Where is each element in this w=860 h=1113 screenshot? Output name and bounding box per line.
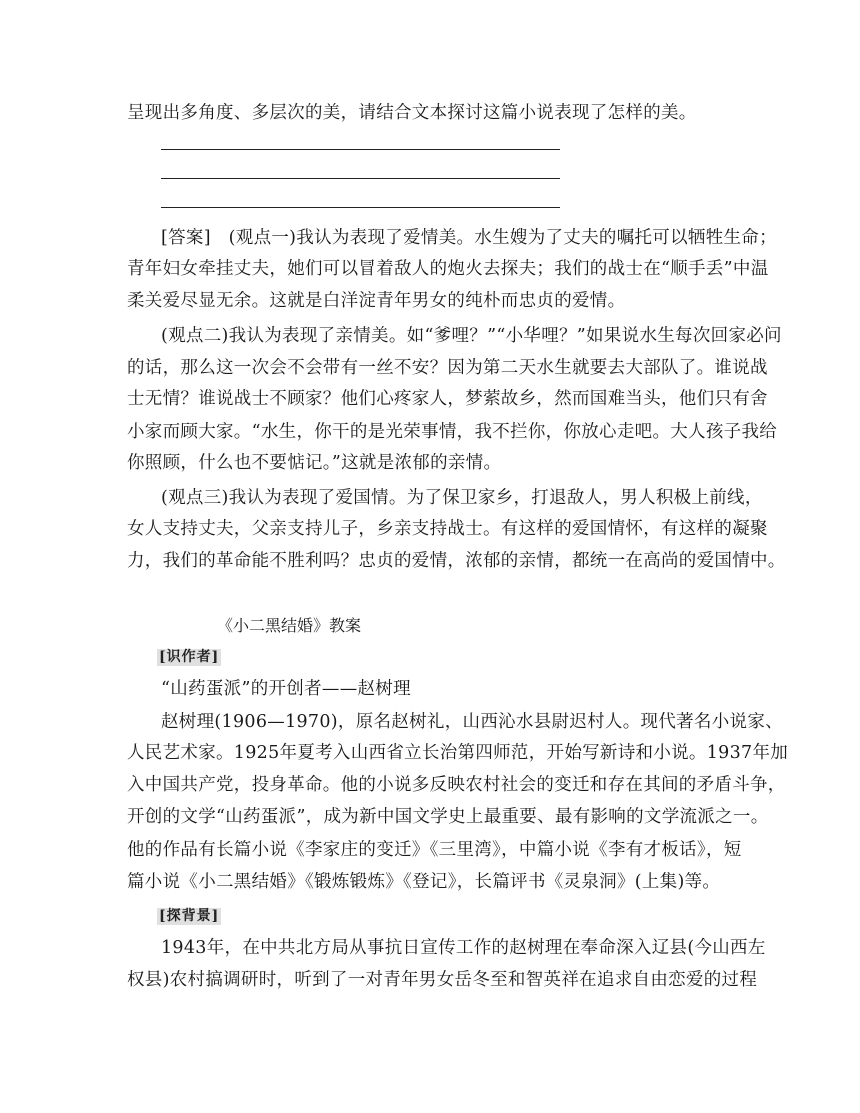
- answer-blank-line-2: [161, 178, 560, 179]
- answer-p2-line-2: 的话，那么这一次会不会带有一丝不安？因为第二天水生就要去大部队了。谁说战: [127, 358, 768, 378]
- answer-p1-line-2: 青年妇女牵挂丈夫，她们可以冒着敌人的炮火去探夫；我们的战士在“顺手丢”中温: [127, 259, 769, 279]
- author-para-line-4: 开创的文学“山药蛋派”，成为新中国文学史上最重要、最有影响的文学流派之一。: [127, 807, 769, 827]
- answer-p2-line-4: 小家而顾大家。“水生，你干的是光荣事情，我不拦你，你放心走吧。大人孩子我给: [127, 422, 778, 442]
- section-title: 《小二黑结婚》教案: [217, 616, 362, 635]
- author-para-line-1: 赵树理(1906—1970)，原名赵树礼，山西沁水县尉迟村人。现代著名小说家、: [161, 712, 783, 732]
- background-para-line-2: 权县)农村搞调研时，听到了一对青年男女岳冬至和智英祥在追求自由恋爱的过程: [127, 970, 758, 990]
- author-para-line-2: 人民艺术家。1925年夏考入山西省立长治第四师范，开始写新诗和小说。1937年加: [127, 743, 789, 763]
- answer-p2-line-3: 士无情？谁说战士不顾家？他们心疼家人，梦萦故乡，然而国难当头，他们只有舍: [127, 389, 768, 409]
- background-para-line-1: 1943年，在中共北方局从事抗日宣传工作的赵树理在奉命深入辽县(今山西左: [161, 938, 766, 958]
- background-section-tag: [探背景]: [159, 908, 220, 924]
- answer-p2-line-1: (观点二)我认为表现了亲情美。如“爹哩？”“小华哩？”如果说水生每次回家必问: [161, 326, 782, 346]
- answer-p1-line-3: 柔关爱尽显无余。这就是白洋淀青年男女的纯朴而忠贞的爱情。: [127, 291, 626, 311]
- answer-p2-line-5: 你照顾，什么也不要惦记。”这就是浓郁的亲情。: [127, 453, 502, 473]
- answer-p3-line-1: (观点三)我认为表现了爱国情。为了保卫家乡，打退敌人，男人积极上前线，: [161, 488, 763, 508]
- author-section-tag: [识作者]: [159, 649, 220, 665]
- author-para-line-3: 入中国共产党，投身革命。他的小说多反映农村社会的变迁和存在其间的矛盾斗争，: [127, 775, 786, 795]
- author-para-line-5: 他的作品有长篇小说《李家庄的变迁》《三里湾》，中篇小说《李有才板话》，短: [127, 840, 742, 860]
- answer-p3-line-3: 力，我们的革命能不胜利吗？忠贞的爱情，浓郁的亲情，都统一在高尚的爱国情中。: [127, 551, 786, 571]
- answer-p1-line-1: [答案] (观点一)我认为表现了爱情美。水生嫂为了丈夫的嘱托可以牺牲生命；: [161, 228, 777, 248]
- answer-p3-line-2: 女人支持丈夫，父亲支持儿子，乡亲支持战士。有这样的爱国情怀，有这样的凝聚: [127, 519, 768, 539]
- author-heading: “山药蛋派”的开创者——赵树理: [161, 679, 411, 699]
- answer-blank-line-3: [161, 207, 560, 208]
- intro-line: 呈现出多角度、多层次的美，请结合文本探讨这篇小说表现了怎样的美。: [127, 103, 697, 123]
- author-para-line-6: 篇小说《小二黑结婚》《锻炼锻炼》《登记》，长篇评书《灵泉洞》(上集)等。: [127, 872, 721, 892]
- answer-blank-line-1: [161, 149, 560, 150]
